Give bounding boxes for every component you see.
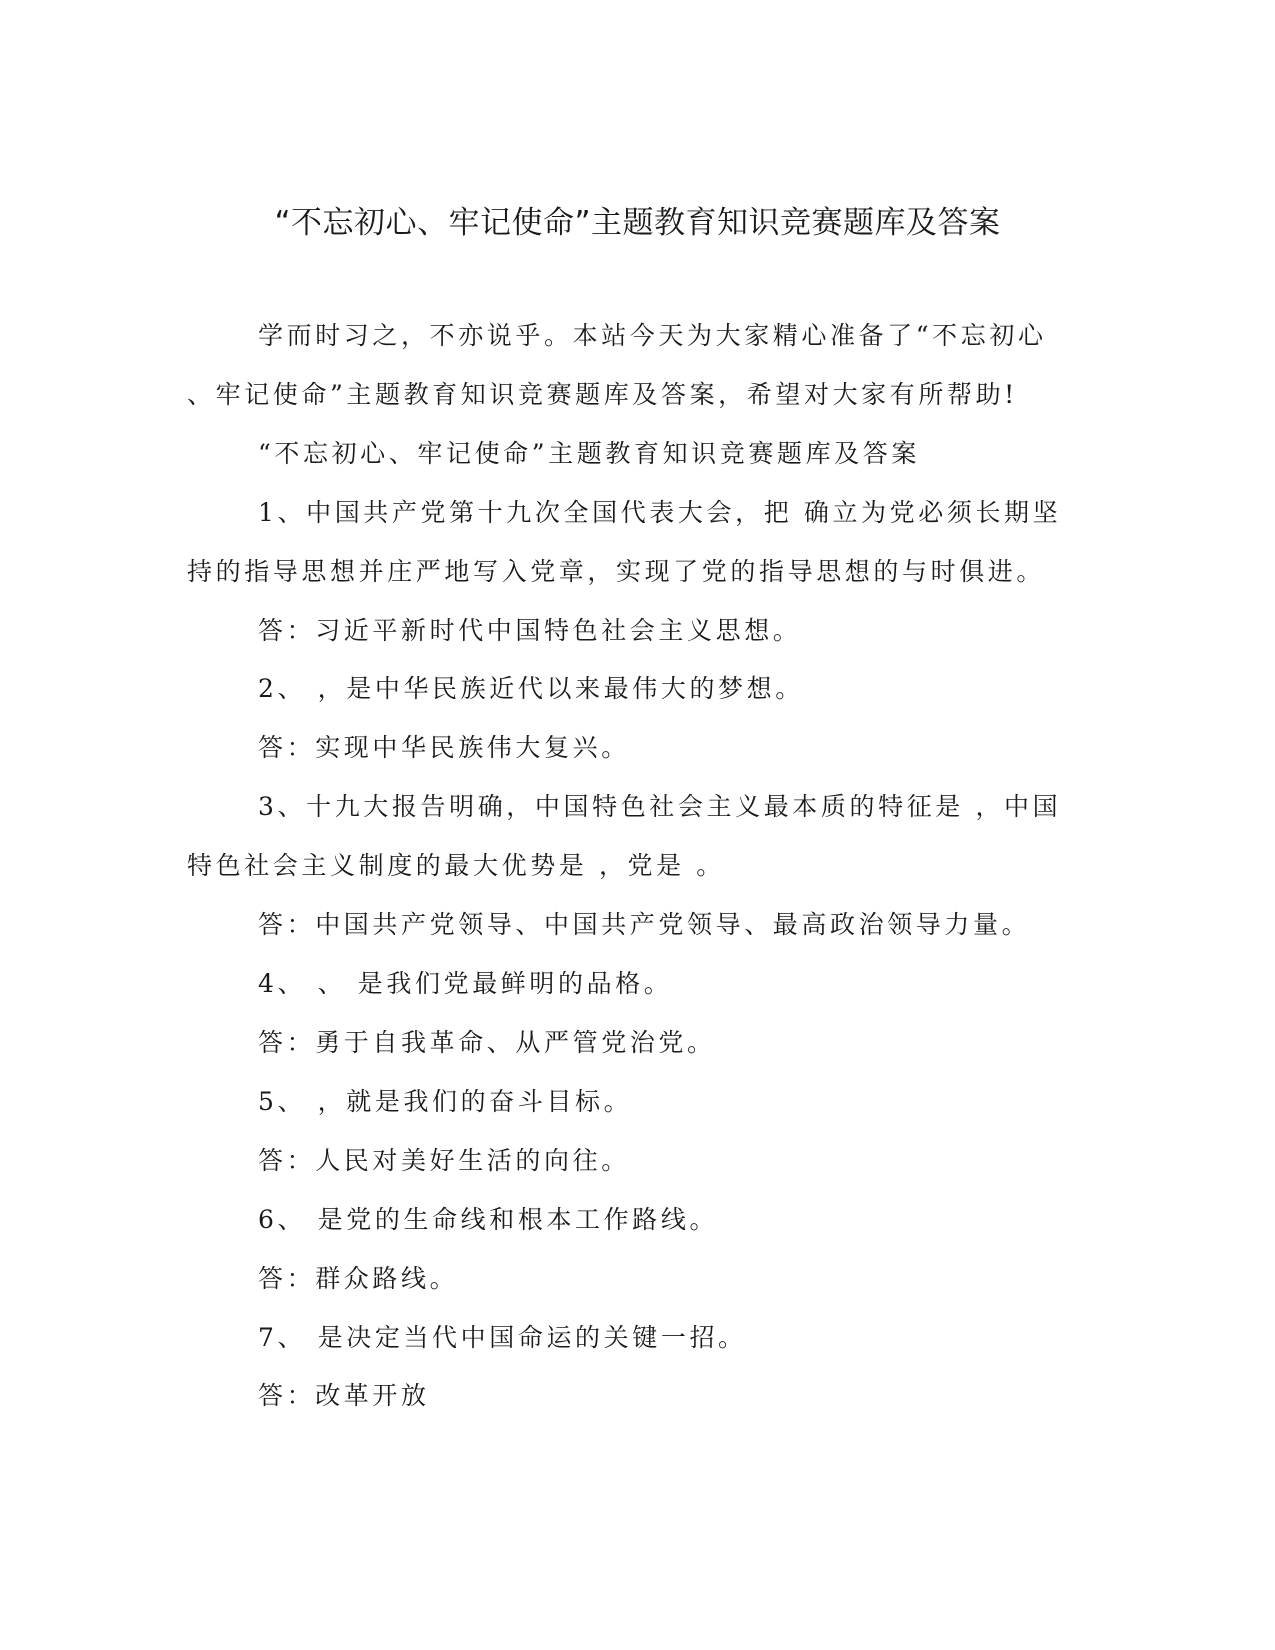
question-2: 2、 ，是中华民族近代以来最伟大的梦想。	[258, 674, 804, 703]
question-7: 7、 是决定当代中国命运的关键一招。	[258, 1323, 747, 1352]
answer-3: 答：中国共产党领导、中国共产党领导、最高政治领导力量。	[258, 910, 1031, 939]
question-3-line-1: 3、十九大报告明确，中国特色社会主义最本质的特征是 ，中国	[258, 792, 1062, 821]
answer-1: 答：习近平新时代中国特色社会主义思想。	[258, 616, 802, 645]
document-title: “不忘初心、牢记使命”主题教育知识竞赛题库及答案	[274, 205, 1001, 241]
answer-4: 答：勇于自我革命、从严管党治党。	[258, 1028, 716, 1057]
question-1-line-2: 持的指导思想并庄严地写入党章，实现了党的指导思想的与时俱进。	[187, 557, 1046, 586]
question-3-line-2: 特色社会主义制度的最大优势是 ，党是 。	[187, 851, 725, 880]
question-6: 6、 是党的生命线和根本工作路线。	[258, 1205, 719, 1234]
answer-6: 答：群众路线。	[258, 1264, 459, 1293]
subtitle: “不忘初心、牢记使命”主题教育知识竞赛题库及答案	[258, 439, 920, 468]
answer-7: 答：改革开放	[258, 1381, 430, 1410]
question-4: 4、 、 是我们党最鲜明的品格。	[258, 969, 673, 998]
answer-5: 答：人民对美好生活的向往。	[258, 1146, 630, 1175]
question-5: 5、 ，就是我们的奋斗目标。	[258, 1087, 633, 1116]
question-1-line-1: 1、中国共产党第十九次全国代表大会，把 确立为党必须长期坚	[258, 498, 1062, 527]
intro-line-1: 学而时习之，不亦说乎。本站今天为大家精心准备了“不忘初心	[258, 321, 1047, 350]
intro-line-2: 、牢记使命”主题教育知识竞赛题库及答案，希望对大家有所帮助!	[187, 380, 1018, 409]
answer-2: 答：实现中华民族伟大复兴。	[258, 733, 630, 762]
